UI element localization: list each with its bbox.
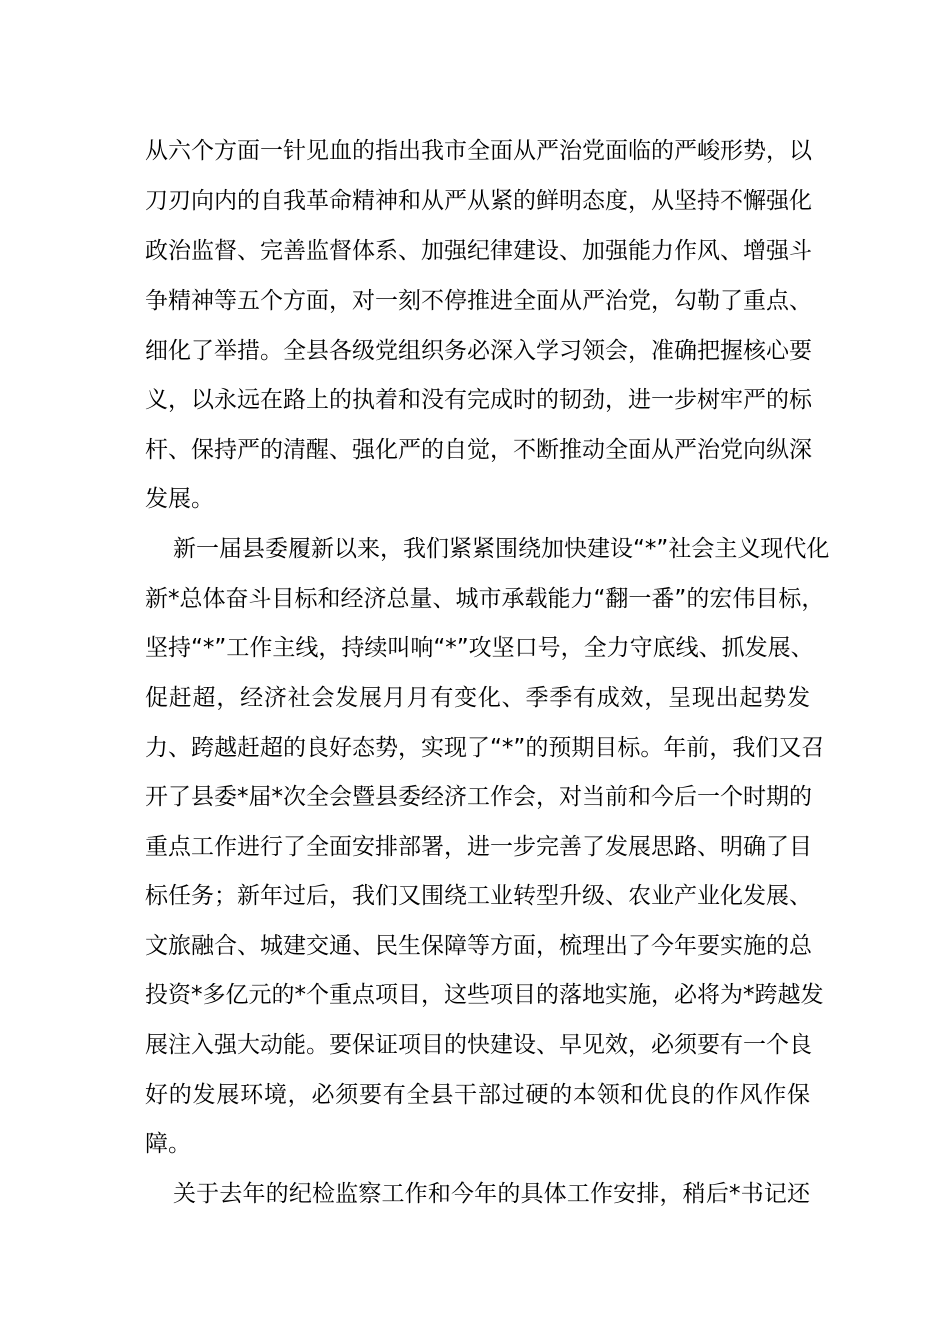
paragraph-2-line-6: 开了县委*届*次全会暨县委经济工作会，对当前和今后一个时期的	[145, 784, 812, 810]
paragraph-1-line-3: 政治监督、完善监督体系、加强纪律建设、加强能力作风、增强斗	[145, 238, 812, 264]
paragraph-2-line-3: 坚持“*”工作主线，持续叫响“*”攻坚口号，全力守底线、抓发展、	[145, 635, 814, 661]
paragraph-2-line-12: 好的发展环境，必须要有全县干部过硬的本领和优良的作风作保	[145, 1082, 810, 1108]
paragraph-2-line-5: 力、跨越赶超的良好态势，实现了“*”的预期目标。年前，我们又召	[145, 735, 825, 761]
paragraph-1-line-8: 发展。	[145, 486, 214, 512]
paragraph-2-line-8: 标任务；新年过后，我们又围绕工业转型升级、农业产业化发展、	[145, 883, 812, 909]
paragraph-1-line-6: 义，以永远在路上的执着和没有完成时的韧劲，进一步树牢严的标	[145, 387, 812, 413]
paragraph-3-line-1: 关于去年的纪检监察工作和今年的具体工作安排，稍后*书记还	[173, 1181, 810, 1207]
paragraph-1-line-1: 从六个方面一针见血的指出我市全面从严治党面临的严峻形势，以	[145, 138, 812, 164]
paragraph-2-line-4: 促赶超，经济社会发展月月有变化、季季有成效，呈现出起势发	[145, 685, 810, 711]
paragraph-2-line-2: 新*总体奋斗目标和经济总量、城市承载能力“翻一番”的宏伟目标，	[145, 586, 825, 612]
paragraph-2-line-9: 文旅融合、城建交通、民生保障等方面，梳理出了今年要实施的总	[145, 933, 812, 959]
paragraph-1-line-4: 争精神等五个方面，对一刻不停推进全面从严治党，勾勒了重点、	[145, 288, 812, 314]
paragraph-2-line-10: 投资*多亿元的*个重点项目，这些项目的落地实施，必将为*跨越发	[145, 982, 824, 1008]
paragraph-2-line-7: 重点工作进行了全面安排部署，进一步完善了发展思路、明确了目	[145, 834, 812, 860]
paragraph-2-line-13: 障。	[145, 1131, 191, 1157]
paragraph-1-line-7: 杆、保持严的清醒、强化严的自觉，不断推动全面从严治党向纵深	[145, 437, 812, 463]
paragraph-1-line-5: 细化了举措。全县各级党组织务必深入学习领会，准确把握核心要	[145, 338, 812, 364]
paragraph-1-line-2: 刀刃向内的自我革命精神和从严从紧的鲜明态度，从坚持不懈强化	[145, 188, 812, 214]
paragraph-2-line-1: 新一届县委履新以来，我们紧紧围绕加快建设“*”社会主义现代化	[173, 536, 830, 562]
paragraph-2-line-11: 展注入强大动能。要保证项目的快建设、早见效，必须要有一个良	[145, 1032, 812, 1058]
